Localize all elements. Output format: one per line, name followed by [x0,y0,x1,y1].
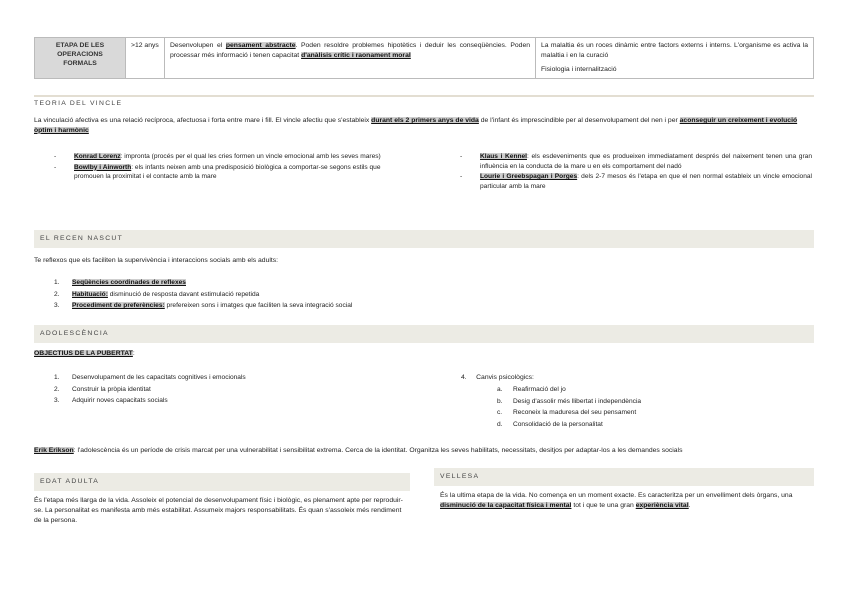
item-number: 3. [54,302,60,310]
author-text: : els infants neixen amb una predisposició biològica a comportar-se segons estils que promouen la proximitat i el contacte amb la mare [74,163,381,181]
list-item [460,152,812,171]
vincle-authors-left [54,152,406,183]
divider [34,95,814,97]
author-text: : impronta (procés per el qual les cries formen un vincle emocional amb les seves mares) [120,153,381,160]
list-item [54,278,554,288]
section-heading-vellesa: VELLESA [434,468,814,486]
psych-changes-title [461,373,534,383]
para-text: : l'adolescència és un període de crisis marcat per una vulnerabilitat i sensibilitat extrema. Cerca de la identitat. Organitza les seves habilitats, necessitats, desitjos per adaptar-los a les demandes socials [73,447,683,454]
item-number: 2. [54,290,60,298]
section-heading-nascut: EL RECEN NASCUT [34,230,814,248]
item-text: Reafirmació del jo [513,386,566,393]
item-text: Adquirir noves capacitats socials [72,397,168,405]
vellesa-paragraph [440,491,814,511]
item-text: prefereixen sons i imatges que faciliten la seva integració social [164,302,353,310]
vincle-paragraph [34,116,814,136]
list-item [54,385,414,395]
section-heading-adulta: EDAT ADULTA [34,473,410,491]
author-name: Konrad Lorenz [74,153,121,160]
item-text: Construir la pròpia identitat [72,385,151,393]
stage-note [536,38,814,79]
item-number: c. [497,409,503,417]
list-item [54,290,554,300]
erikson-paragraph [34,446,814,456]
stage-age: >12 anys [126,38,165,79]
item-text: disminució de resposta davant estimulació repetida [107,290,260,298]
stage-description [165,38,536,79]
list-item [54,373,414,383]
list-item [497,385,797,395]
para-text: És la ultima etapa de la vida. No comença en un moment exacte. Es caracteritza per un envelliment dels òrgans, una [440,492,793,499]
item-label: Procediment de preferències: [72,302,165,310]
item-number: d. [497,420,503,428]
author-name: Klaus i Kennel [480,153,527,160]
para-text: de l'infant és imprescindible per al desenvolupament del nen i per [480,117,678,124]
item-text: Desig d'assolir més llibertat i independència [513,397,642,405]
subheading-colon: : [132,350,135,357]
psych-changes-list [497,385,797,431]
item-number: 3. [54,397,60,405]
item-text: Reconeix la maduresa del seu pensament [513,409,637,417]
pubertat-subheading [34,349,135,359]
list-item [497,397,797,407]
item-label: Habituació: [72,290,108,298]
item-text: Consolidació de la personalitat [513,420,603,428]
note-text: La malaltia és un roces dinàmic entre factors externs i interns. L'organisme es activa la malaltia i en la curació [541,42,808,59]
item-number: a. [497,386,503,393]
section-heading-vincle: TEORIA DEL VINCLE [34,100,123,107]
desc-text: . Poden resoldre problemes hipotètics i deduir les conseqüències. Poden processar més informació i tenen capacitat [170,42,531,59]
highlight-text: disminució de la capacitat física i mental [440,501,572,509]
item-number: 1. [54,279,60,286]
list-item [497,420,797,430]
stages-table [34,37,814,79]
author-name: Lourie i Greebspagan i Porges [480,173,578,181]
section-heading-adolescencia: ADOLESCÈNCIA [34,325,814,343]
list-item [54,152,406,162]
item-number: 2. [54,385,60,393]
para-text: . [688,501,691,509]
item-text: Canvis psicològics: [476,374,534,381]
author-text: : els esdeveniments que es produeixen immediatament després del naixement tenen una gran influència en la conducta de la mare u en els comportament del nadó [480,153,813,170]
nascut-intro: Te reflexos que els faciliten la supervivència i interaccions socials amb els adults: [34,257,279,264]
note-text: Fisiologia i internalització [541,65,617,73]
item-number: 1. [54,374,60,381]
list-item [54,396,414,406]
vincle-authors-right [460,152,812,192]
highlight-text: aconseguir un creixement i evolució òptim i harmònic [34,117,798,134]
item-number: b. [497,397,503,405]
author-name: Bowlby i Ainworth [74,163,132,171]
adulta-paragraph: És l'etapa més llarga de la vida. Assoleix el potencial de desenvolupament físic i biològic, es plenament apte per reproduir-se. La personalitat es manifesta amb més estabilitat. Assumeix majors responsabilitats. És quan s'assoleix més rendiment de la persona. [34,497,403,524]
subheading-text: OBJECTIUS DE LA PUBERTAT [34,350,133,357]
highlight-text: experiència vital [635,501,689,509]
author-name: Erik Erikson [34,447,74,454]
list-item [460,172,812,191]
desc-text: Desenvolupen el [170,42,223,49]
stage-name: ETAPA DE LES OPERACIONS FORMALS [35,38,126,79]
highlight-abstract: pensament abstracte [225,42,296,49]
list-item [54,301,554,311]
pubertat-objectives [54,373,414,408]
item-label: Seqüències coordinades de reflexes [72,279,186,286]
highlight-text: durant els 2 primers anys de vida [371,117,479,124]
list-item [54,163,406,182]
nascut-list [54,278,554,313]
table-row [35,38,814,79]
para-text: tot i que te una gran [573,501,634,509]
author-text: : dels 2-7 mesos és l'etapa en que el nen normal estableix un vincle emocional particular amb la mare [480,173,812,190]
highlight-critical: d'anàlisis crític i raonament moral [301,51,411,59]
para-text: La vinculació afectiva es una relació recíproca, afectuosa i forta entre mare i fill. El vincle afectiu que s'estableix [34,117,370,124]
item-text: Desenvolupament de les capacitats cognitives i emocionals [72,374,246,381]
list-item [497,408,797,418]
item-number: 4. [461,374,467,381]
